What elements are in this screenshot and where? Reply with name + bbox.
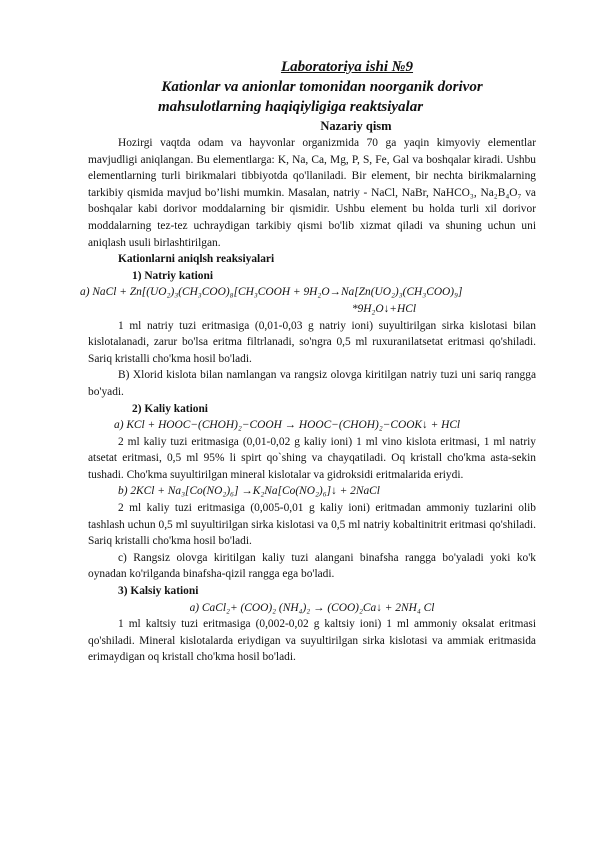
section-title: Nazariy qism [320,119,392,133]
sodium-text-a: 1 ml natriy tuzi eritmasiga (0,01-0,03 g natriy ioni) suyultirilgan sirka kislotasi bilan kislotalanadi, zarur bo'lsa eritma filtrlanadi, so'ngra 0,5 ml ruxuranilatsetat eritmasi qo'shiladi. Sariq kristalli cho'kma hosil bo'ladi. [88,319,536,365]
calcium-formula-a: a) CaCl₂+ (COO)₂ (NH₄)₂ → (COO)₂Ca↓ + 2NH₄ Cl [189,601,435,614]
lab-subtitle-line1: Kationlar va anionlar tomonidan noorganik dorivor [161,79,483,95]
potassium-formula-a: a) KCl + HOOC−(CHOH)₂−COOH → HOOC−(CHOH)₂−COOK↓ + HCl [114,419,461,432]
sodium-text-b: B) Xlorid kislota bilan namlangan va rangsiz olovga kiritilgan natriy tuzi uni sariq rangga bo'yadi. [88,369,536,398]
sodium-formula-a-cont: *9H₂O↓+HCl [351,302,416,315]
calcium-heading: 3) Kalsiy kationi [118,585,199,598]
potassium-text-a: 2 ml kaliy tuzi eritmasiga (0,01-0,02 g kaliy ioni) 1 ml vino kislota eritmasi, 1 ml natriy atsetat eritmasi, 0,5 ml 95% li spirt qo`shing va chayqatiladi. Oq kristall cho'kma asta-sekin tushadi. Cho'kma suyultirilgan mineral kislotalar va gidroksidi eritmalarida eriydi. [88,435,536,481]
intro-paragraph: Hozirgi vaqtda odam va hayvonlar organizmida 70 ga yaqin kimyoviy elementlar mavjudligi aniqlangan. Bu elementlarga: K, Na, Ca, Mg, P, S, Fe, Gal va boshqalar kiradi. Ushbu elementlarning turli birikmalari tibbiyotda qo'llaniladi. Bir element, bir nechta birikmalarning tarkibiy qismida mavjud bo’lishi mumkin. Masalan, natriy - NaCl, NaBr, NaHCO₃, Na₂B₄O₇ va boshqalar kabi dorivor moddalarning bir qismidir. Ushbu element bu holda turli xil dorivor moddalarning tez-tez uchraydigan tarkibiy qismi bo'lib xizmat qiladi va shuning uchun uni aniqlash usuli birlashtirilgan. [88,137,536,249]
potassium-text-c: c) Rangsiz olovga kiritilgan kaliy tuzi alangani binafsha rangga bo'yaladi yoki ko'k oynadan ko'rilganda binafsha-qizil rangga ega bo'ladi. [88,551,536,581]
potassium-text-b: 2 ml kaliy tuzi eritmasiga (0,005-0,01 g kaliy ioni) eritmadan ammoniy tuzlarini olib tashlash uchun 0,5 ml suyultirilgan sirka kislotasi va 0,5 ml natriy kobaltinitrit eritmasi qo'shiladi. Sariq kristalli cho'kma hosil bo'ladi. [88,502,536,548]
potassium-heading: 2) Kaliy kationi [132,402,208,415]
potassium-formula-b: b) 2KCl + Na₃[Co(NO₂)₆] →K₂Na[Co(NO₂)₆]↓ + 2NaCl [118,485,380,498]
sodium-heading: 1) Natriy kationi [132,269,213,282]
reactions-heading: Kationlarni aniqlsh reaksiyalari [118,253,275,266]
calcium-text-a: 1 ml kaltsiy tuzi eritmasiga (0,002-0,02 g kaltsiy ioni) 1 ml ammoniy oksalat eritmasi qo'shiladi. Mineral kislotalarda eriydigan va suyultirilgan sirka kislotasi va ammiak eritmasida erimaydigan oq kristall cho'kma hosil bo'ladi. [88,618,536,664]
sodium-formula-a: a) NaCl + Zn[(UO₂)₃(CH₃COO)₈[CH₃COOH + 9H₂O→Na[Zn(UO₂)₃(CH₃COO)₉] [80,286,463,299]
lab-subtitle-line2: mahsulotlarning haqiqiyligiga reaktsiyalar [158,99,424,115]
lab-title: Laboratoriya ishi №9 [280,59,414,75]
